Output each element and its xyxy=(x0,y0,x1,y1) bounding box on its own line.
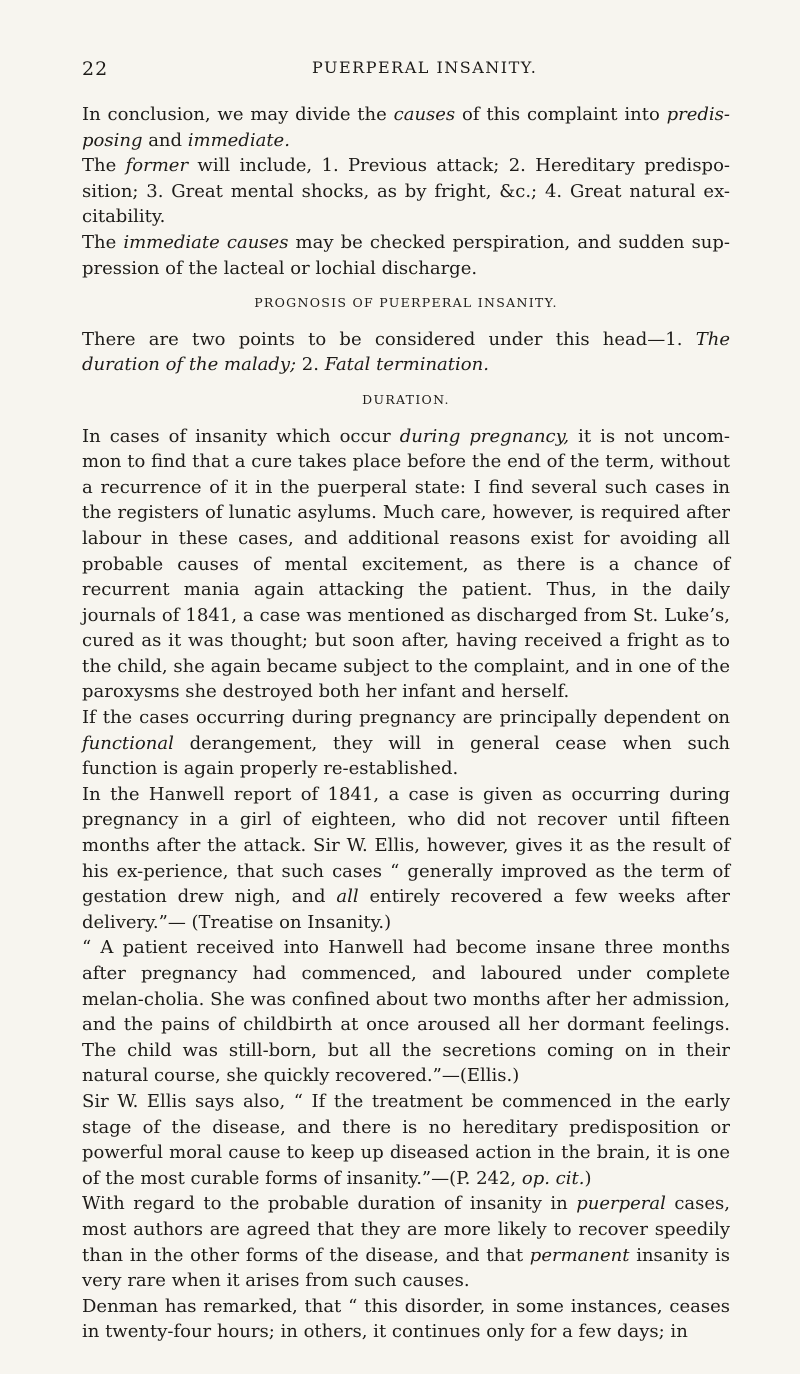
text-run: Sir W. Ellis says also, “ If the treatment be commenced in the early stage of the disease, and there is no hereditary predisposition or powerful moral cause to keep up diseased action in the brain, it is one of the most curable forms of insanity.”—(P. 242, xyxy=(82,1090,730,1189)
paragraph xyxy=(82,935,730,1089)
text-run: of this complaint into xyxy=(455,104,667,125)
text-run: insanity is very rare when it arises from such causes. xyxy=(82,1244,730,1292)
italic-text: immediate. xyxy=(187,129,290,151)
text-run: may be checked perspiration, and sudden sup-pression of the lacteal or lochial discharge. xyxy=(82,231,730,279)
text-run: “ A patient received into Hanwell had become insane three months after pregnancy had commenced, and laboured under complete melan-cholia. She was confined about two months after her admission, and the pains of childbirth at once aroused all her dormant feelings. The child was still-born, but all the secretions coming on in their natural course, she quickly recovered.”—(Ellis.) xyxy=(82,937,730,1087)
paragraph xyxy=(82,230,730,281)
paragraph xyxy=(82,782,730,936)
italic-text: during pregnancy, xyxy=(399,425,570,447)
page-header xyxy=(82,58,730,102)
body-text xyxy=(82,102,730,1345)
text-run: cases, most authors are agreed that they are more likely to recover speedily than in the other forms of the disease, and that xyxy=(82,1193,730,1266)
section-heading-duration: DURATION. xyxy=(362,391,450,407)
text-run: and xyxy=(142,129,188,151)
italic-text: functional xyxy=(82,732,174,754)
italic-text: causes xyxy=(393,104,456,125)
italic-text: permanent xyxy=(529,1244,630,1266)
italic-text: immediate causes xyxy=(123,231,289,253)
text-run: With regard to the probable duration of insanity in xyxy=(82,1193,577,1215)
paragraph xyxy=(82,1294,730,1345)
italic-text: predis-posing xyxy=(82,104,730,151)
italic-text: The duration of the malady; xyxy=(82,328,730,376)
text-run: it is not uncom-mon to find that a cure takes place before the end of the term, without a recurrence of it in the puerperal state: I find several such cases in the registers of lunatic asylums. Much care, however, is required after labour in these cases, and additional reasons exist for avoiding all probable causes of mental excitement, as there is a chance of recurrent mania again attacking the patient. Thus, in the daily journals of 1841, a case was mentioned as discharged from St. Luke’s, cured as it was thought; but soon after, having received a fright as to the child, she again became subject to the complaint, and in one of the paroxysms she destroyed both her infant and herself. xyxy=(82,425,731,703)
paragraph xyxy=(82,327,730,378)
italic-text: Fatal termination. xyxy=(324,354,489,376)
text-run: The xyxy=(82,155,126,177)
text-run: ) xyxy=(584,1167,592,1189)
text-run: The xyxy=(82,231,124,253)
text-run: There are two points to be considered under this head—1. xyxy=(82,328,696,350)
text-run: In conclusion, we may divide the xyxy=(82,104,394,125)
text-run: 2. xyxy=(296,354,325,376)
italic-text: op. cit. xyxy=(521,1167,585,1189)
text-run: entirely recovered a few weeks after delivery.”— (Treatise on Insanity.) xyxy=(82,886,731,933)
paragraph xyxy=(82,424,730,706)
text-run: will include, 1. Previous attack; 2. Hereditary predispo-sition; 3. Great mental shocks, as by fright, &c.; 4. Great natural ex-citability. xyxy=(82,155,730,228)
section-heading-prognosis: PROGNOSIS OF PUERPERAL INSANITY. xyxy=(254,295,558,311)
paragraph xyxy=(82,705,730,782)
italic-text: all xyxy=(336,886,359,908)
paragraph xyxy=(82,102,730,153)
paragraph xyxy=(82,1191,730,1293)
paragraph xyxy=(82,1089,730,1191)
text-run: If the cases occurring during pregnancy are principally dependent on xyxy=(82,707,730,729)
text-run: In cases of insanity which occur xyxy=(82,425,400,447)
italic-text: former xyxy=(125,155,189,177)
text-run: Denman has remarked, that “ this disorder, in some instances, ceases in twenty-four hours; in others, it continues only for a few days; in xyxy=(82,1295,730,1343)
text-run: In the Hanwell report of 1841, a case is given as occurring during pregnancy in a girl of eighteen, who did not recover until fifteen months after the attack. Sir W. Ellis, however, gives it as the result of his ex-perience, that such cases “ generally improved as the term of gestation drew nigh, and xyxy=(82,783,730,908)
text-run: derangement, they will in general cease when such function is again properly re-established. xyxy=(82,732,730,780)
paragraph xyxy=(82,153,730,230)
italic-text: puerperal xyxy=(576,1193,666,1215)
page-number: 22 xyxy=(82,58,109,80)
running-head: PUERPERAL INSANITY. xyxy=(312,58,538,77)
